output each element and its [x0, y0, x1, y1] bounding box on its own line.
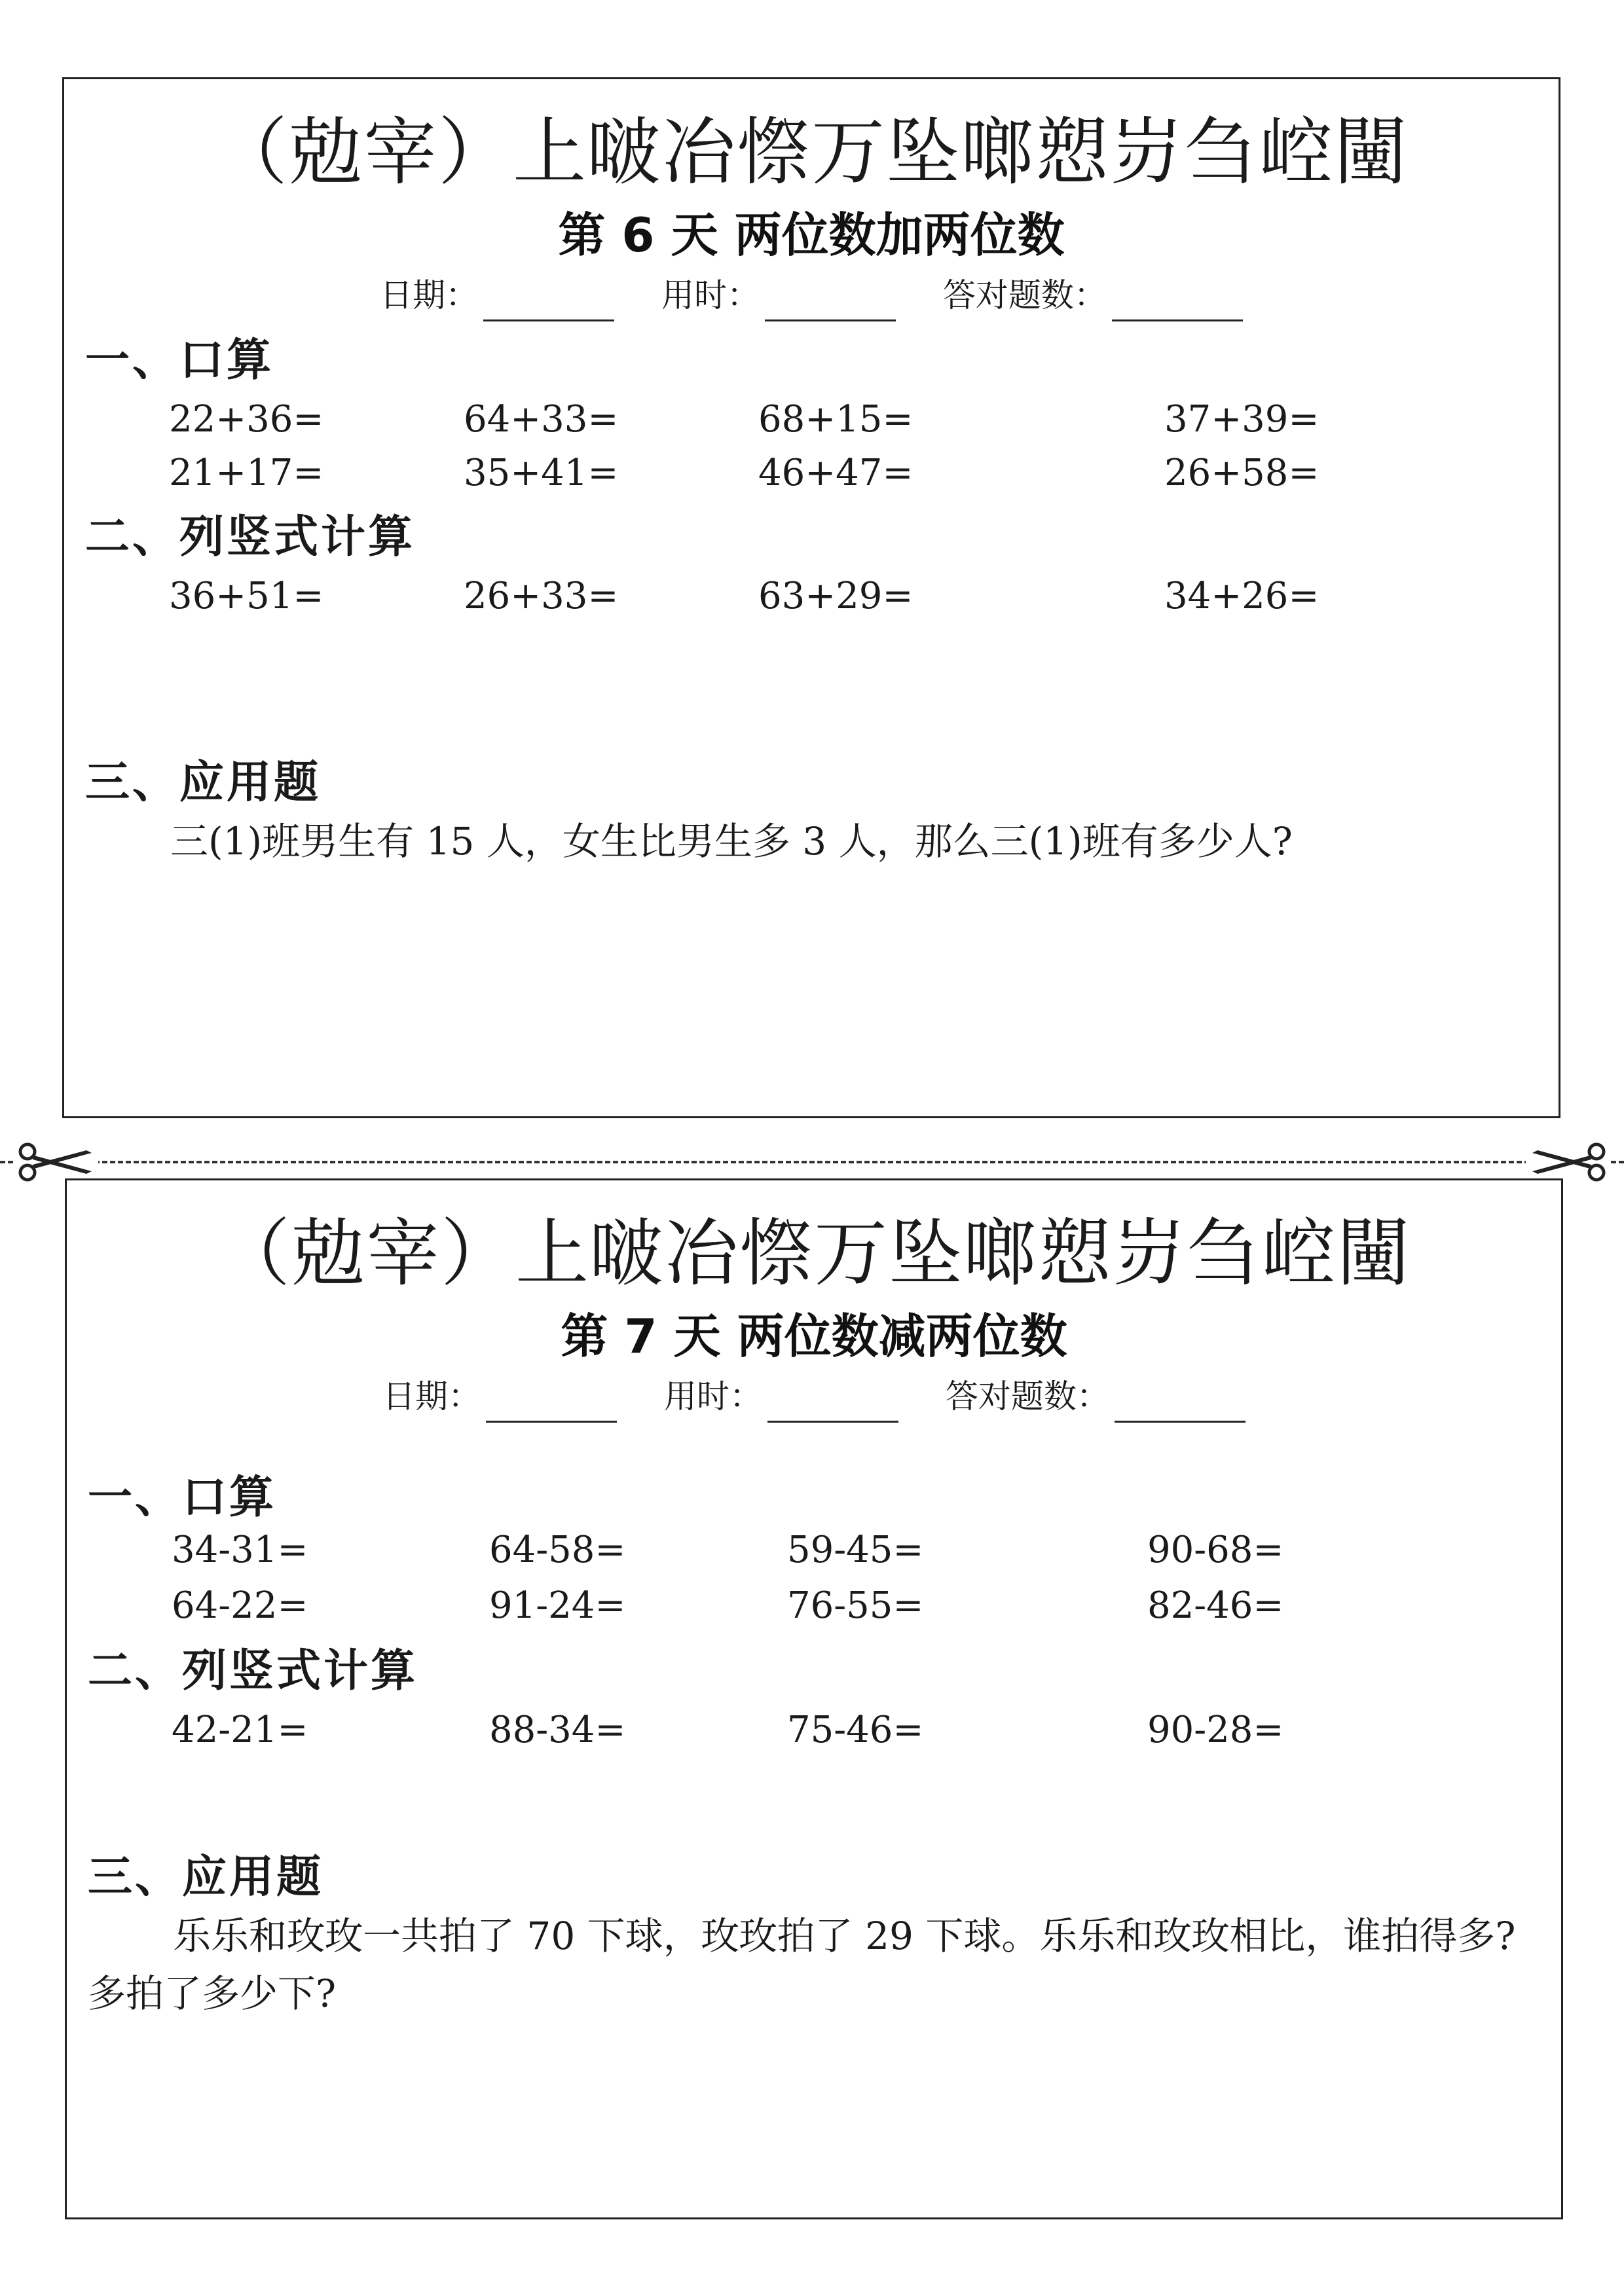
date-label: 日期：	[380, 276, 479, 314]
oral-problem: 46+47=	[758, 452, 913, 494]
oral-problem: 35+41=	[464, 452, 619, 494]
oral-problem: 34-31=	[172, 1529, 308, 1571]
time-label: 用时：	[664, 1377, 762, 1415]
cut-line	[0, 1142, 1624, 1182]
vertical-problem: 26+33=	[464, 575, 619, 617]
vertical-problem: 36+51=	[169, 575, 324, 617]
date-blank	[486, 1384, 617, 1423]
time-blank	[765, 283, 896, 321]
scissors-icon	[13, 1142, 98, 1182]
oral-row	[64, 447, 1559, 500]
oral-row	[64, 393, 1559, 446]
oral-problem: 82-46=	[1147, 1584, 1284, 1627]
section-vertical-heading: 二、列竖式计算	[85, 511, 416, 563]
section-vertical-heading: 二、列竖式计算	[88, 1645, 418, 1697]
scissors-icon	[1526, 1142, 1611, 1182]
date-blank	[483, 283, 614, 321]
date-label: 日期：	[382, 1377, 481, 1415]
oral-problem: 22+36=	[169, 398, 324, 441]
worksheet-subtitle: 第 7 天 两位数减两位数	[561, 1309, 1067, 1364]
oral-problem: 37+39=	[1164, 398, 1320, 441]
oral-problem: 21+17=	[169, 452, 324, 494]
worksheet-card-day-7	[65, 1178, 1563, 2219]
correct-count-field	[946, 1370, 1246, 1423]
oral-row	[67, 1580, 1561, 1632]
vertical-problem: 63+29=	[758, 575, 913, 617]
time-label: 用时：	[661, 276, 760, 314]
oral-problem: 76-55=	[787, 1584, 924, 1627]
oral-row	[67, 1524, 1561, 1576]
word-problem-text: 三(1)班男生有 15 人，女生比男生多 3 人，那么三(1)班有多少人?	[170, 819, 1293, 864]
oral-problem: 64+33=	[464, 398, 619, 441]
date-field	[380, 269, 614, 321]
worksheet-card-day-6	[62, 77, 1560, 1118]
meta-fields	[67, 1370, 1561, 1423]
oral-problem: 64-58=	[489, 1529, 626, 1571]
section-word-problem-heading: 三、应用题	[85, 757, 322, 809]
time-blank	[767, 1384, 898, 1423]
vertical-problem: 88-34=	[489, 1709, 626, 1751]
dashed-divider	[0, 1161, 1624, 1163]
correct-count-field	[943, 269, 1243, 321]
vertical-problem: 75-46=	[787, 1709, 924, 1751]
word-problem-text: 乐乐和玫玫一共拍了 70 下球，玫玫拍了 29 下球。乐乐和玫玫相比，谁拍得多? 多拍了多少下?	[88, 1914, 1516, 2016]
vertical-problem: 34+26=	[1164, 575, 1320, 617]
section-oral-heading: 一、口算	[88, 1472, 277, 1523]
oral-problem: 90-68=	[1147, 1529, 1284, 1571]
worksheet-title: （勊宰）上啵冶憏万坠啷愬岃刍崆闉	[217, 1211, 1411, 1296]
correct-count-blank	[1112, 283, 1243, 321]
vertical-row	[67, 1704, 1561, 1757]
vertical-problem: 90-28=	[1147, 1709, 1284, 1751]
vertical-row	[64, 570, 1559, 623]
section-word-problem-heading: 三、应用题	[88, 1851, 324, 1903]
worksheet-title: （勊宰）上啵冶憏万坠啷愬岃刍崆闉	[214, 110, 1409, 195]
correct-count-label: 答对题数：	[945, 1377, 1109, 1415]
oral-problem: 26+58=	[1164, 452, 1320, 494]
time-field	[661, 269, 896, 321]
oral-problem: 59-45=	[787, 1529, 924, 1571]
date-field	[382, 1370, 617, 1423]
section-oral-heading: 一、口算	[85, 335, 274, 386]
oral-problem: 91-24=	[489, 1584, 626, 1627]
oral-problem: 64-22=	[172, 1584, 308, 1627]
correct-count-label: 答对题数：	[942, 276, 1107, 314]
correct-count-blank	[1115, 1384, 1246, 1423]
time-field	[664, 1370, 898, 1423]
vertical-problem: 42-21=	[172, 1709, 308, 1751]
oral-problem: 68+15=	[758, 398, 913, 441]
meta-fields	[64, 269, 1559, 321]
worksheet-subtitle: 第 6 天 两位数加两位数	[558, 208, 1065, 263]
